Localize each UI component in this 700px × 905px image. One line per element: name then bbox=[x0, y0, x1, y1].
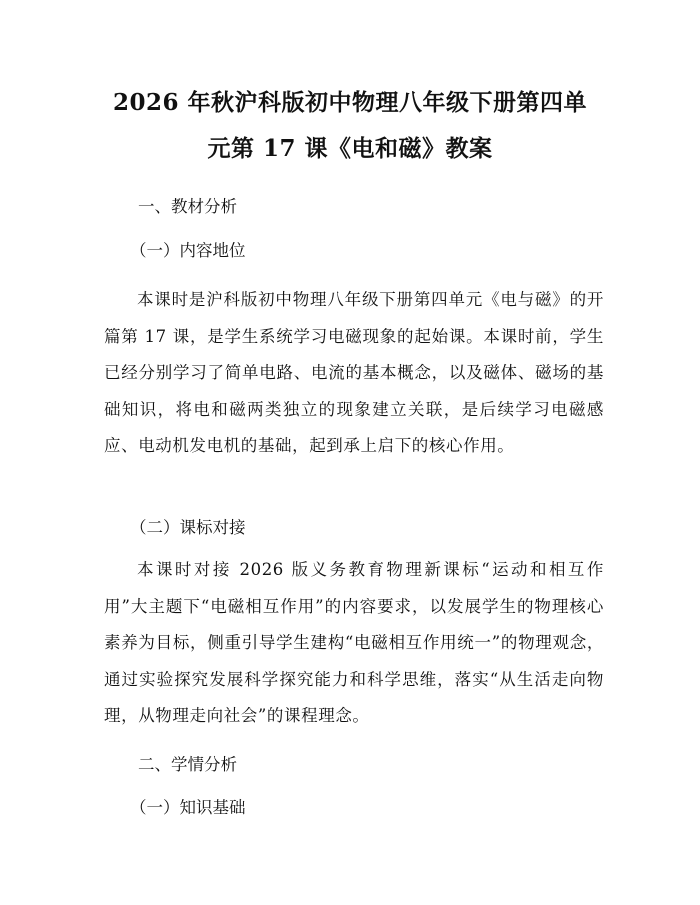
section-heading-textbook-analysis: 一、教材分析 bbox=[138, 197, 237, 216]
paragraph-curriculum-standards: 本课时对接 2026 版义务教育物理新课标“运动和相互作用”大主题下“电磁相互作用”的内容要求，以发展学生的物理核心素养为目标，侧重引导学生建构“电磁相互作用统一”的物理观念，通过实验探究发展科学探究能力和科学思维，落实“从生活走向物理，从物理走向社会”的课程理念。 bbox=[104, 560, 604, 725]
paragraph-content-position: 本课时是沪科版初中物理八年级下册第四单元《电与磁》的开篇第 17 课，是学生系统学习电磁现象的起始课。本课时前，学生已经分别学习了简单电路、电流的基本概念，以及磁体、磁场的基础知识，将电和磁两类独立的现象建立关联，是后续学习电磁感应、电动机发电机的基础，起到承上启下的核心作用。 bbox=[104, 290, 604, 455]
document-title-line-1: 2026 年秋沪科版初中物理八年级下册第四单 bbox=[112, 89, 588, 116]
subheading-knowledge-base: （一）知识基础 bbox=[130, 798, 246, 817]
subheading-curriculum-standards: （二）课标对接 bbox=[130, 518, 246, 537]
section-heading-learner-analysis: 二、学情分析 bbox=[138, 755, 237, 774]
subheading-content-position: （一）内容地位 bbox=[130, 241, 246, 260]
document-title-line-2: 元第 17 课《电和磁》教案 bbox=[207, 135, 493, 162]
